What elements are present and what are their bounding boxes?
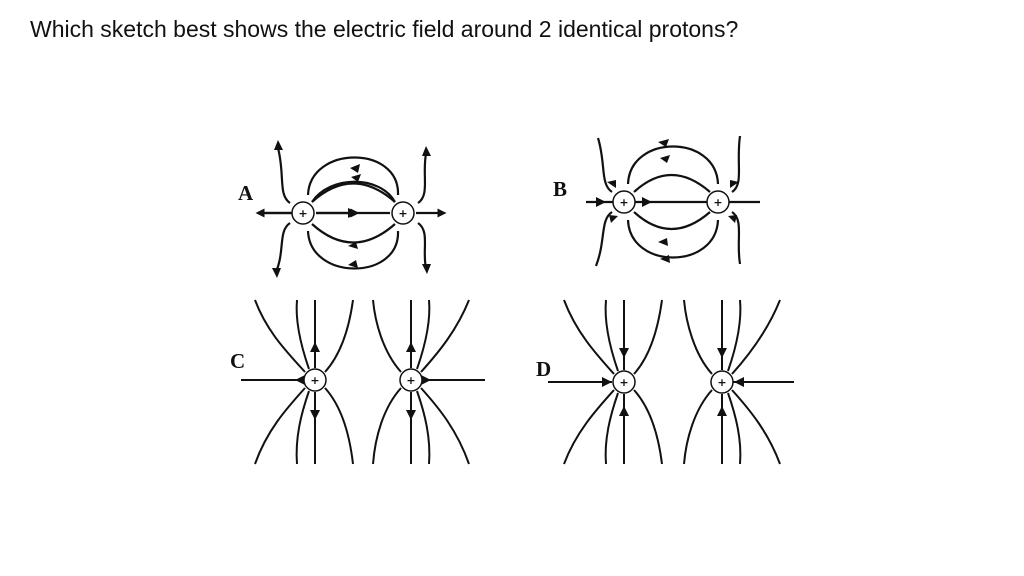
option-b-label: B	[553, 177, 568, 201]
option-d-sketch[interactable]	[532, 292, 802, 472]
proton-2-sign: +	[713, 196, 723, 209]
option-a-sketch[interactable]	[230, 140, 460, 280]
option-a-label: A	[238, 181, 254, 205]
option-c-label: C	[230, 349, 246, 373]
proton-1-sign: +	[310, 374, 320, 387]
proton-1-sign: +	[619, 376, 629, 389]
field-lines	[548, 300, 794, 464]
field-lines	[586, 136, 760, 266]
proton-1-sign: +	[619, 196, 629, 209]
option-b-sketch[interactable]	[548, 128, 778, 273]
question-text: Which sketch best shows the electric field around 2 identical protons?	[30, 16, 739, 42]
option-c-sketch[interactable]	[225, 292, 495, 472]
proton-1-sign: +	[298, 207, 308, 220]
option-d-label: D	[536, 357, 552, 381]
proton-2-sign: +	[406, 374, 416, 387]
proton-2-sign: +	[398, 207, 408, 220]
field-lines	[241, 300, 485, 464]
proton-2-sign: +	[717, 376, 727, 389]
